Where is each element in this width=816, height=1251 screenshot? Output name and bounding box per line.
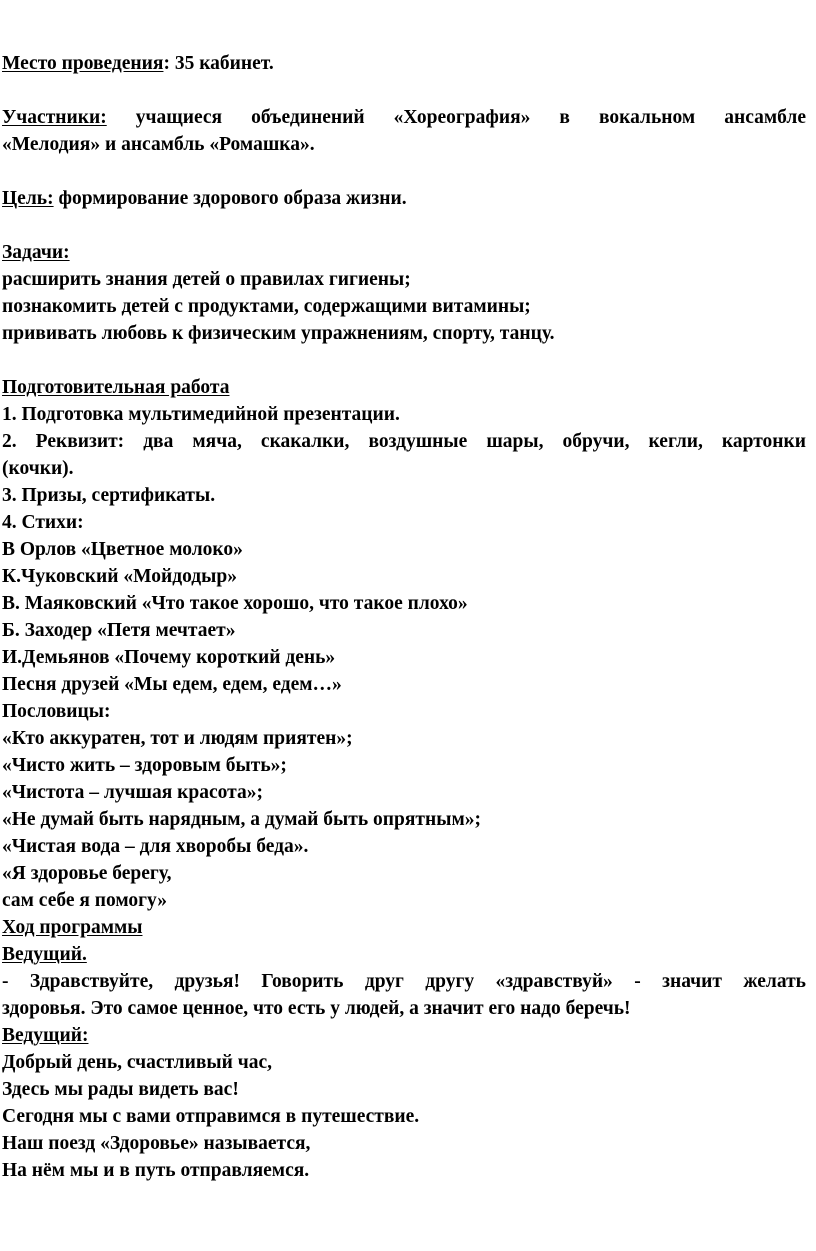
- proverb-item: «Чисто жить – здоровым быть»;: [2, 755, 287, 776]
- poem-item: Песня друзей «Мы едем, едем, едем…»: [2, 674, 342, 695]
- host-verse-line: Здесь мы рады видеть вас!: [2, 1079, 239, 1100]
- venue-text: : 35 кабинет.: [163, 53, 274, 74]
- poem-item: И.Демьянов «Почему короткий день»: [2, 647, 336, 668]
- host-verse-line: Сегодня мы с вами отправимся в путешествие.: [2, 1106, 420, 1127]
- venue-line: [2, 50, 806, 77]
- tasks-heading: Задачи:: [2, 242, 70, 263]
- prep-item-1: 1. Подготовка мультимедийной презентации.: [2, 404, 400, 425]
- host-verse-line: Наш поезд «Здоровье» называется,: [2, 1133, 311, 1154]
- goal-text: формирование здорового образа жизни.: [53, 188, 407, 209]
- host-speech-line: здоровья. Это самое ценное, что есть у людей, а значит его надо беречь!: [2, 998, 631, 1019]
- poem-item: К.Чуковский «Мойдодыр»: [2, 566, 237, 587]
- task-item: познакомить детей с продуктами, содержащими витамины;: [2, 296, 531, 317]
- host-verse-line: На нём мы и в путь отправляемся.: [2, 1160, 310, 1181]
- proverb-item: «Кто аккуратен, тот и людям приятен»;: [2, 728, 353, 749]
- goal-line: [2, 185, 806, 212]
- proverb-item: «Чистота – лучшая красота»;: [2, 782, 263, 803]
- poem-item: В Орлов «Цветное молоко»: [2, 539, 243, 560]
- prep-item-2-cont: (кочки).: [2, 458, 74, 479]
- participants-line-1: [2, 104, 806, 131]
- participants-line-2: «Мелодия» и ансамбль «Ромашка».: [2, 134, 315, 155]
- venue-label: Место проведения: [2, 53, 164, 74]
- host-speech-line: - Здравствуйте, друзья! Говорить друг другу «здравствуй» - значит желать: [2, 971, 806, 992]
- proverb-item: «Чистая вода – для хворобы беда».: [2, 836, 309, 857]
- prep-item-3: 3. Призы, сертификаты.: [2, 485, 216, 506]
- task-item: расширить знания детей о правилах гигиены;: [2, 269, 411, 290]
- program-heading: Ход программы: [2, 917, 143, 938]
- participants-label: Участники:: [2, 107, 107, 128]
- host-verse-line: Добрый день, счастливый час,: [2, 1052, 272, 1073]
- poem-item: В. Маяковский «Что такое хорошо, что такое плохо»: [2, 593, 468, 614]
- prep-item-2: 2. Реквизит: два мяча, скакалки, воздушные шары, обручи, кегли, картонки: [2, 431, 806, 452]
- participants-text: учащиеся объединений «Хореография» в вокальном ансамбле: [106, 107, 806, 128]
- proverbs-label: Пословицы:: [2, 701, 111, 722]
- proverb-item: «Я здоровье берегу,: [2, 863, 172, 884]
- prep-item-4: 4. Стихи:: [2, 512, 84, 533]
- task-item: прививать любовь к физическим упражнениям, спорту, танцу.: [2, 323, 555, 344]
- host-label: Ведущий.: [2, 944, 87, 965]
- poem-item: Б. Заходер «Петя мечтает»: [2, 620, 236, 641]
- proverb-item: сам себе я помогу»: [2, 890, 168, 911]
- proverb-item: «Не думай быть нарядным, а думай быть опрятным»;: [2, 809, 481, 830]
- host-label: Ведущий:: [2, 1025, 89, 1046]
- goal-label: Цель:: [2, 188, 54, 209]
- prep-heading: Подготовительная работа: [2, 377, 230, 398]
